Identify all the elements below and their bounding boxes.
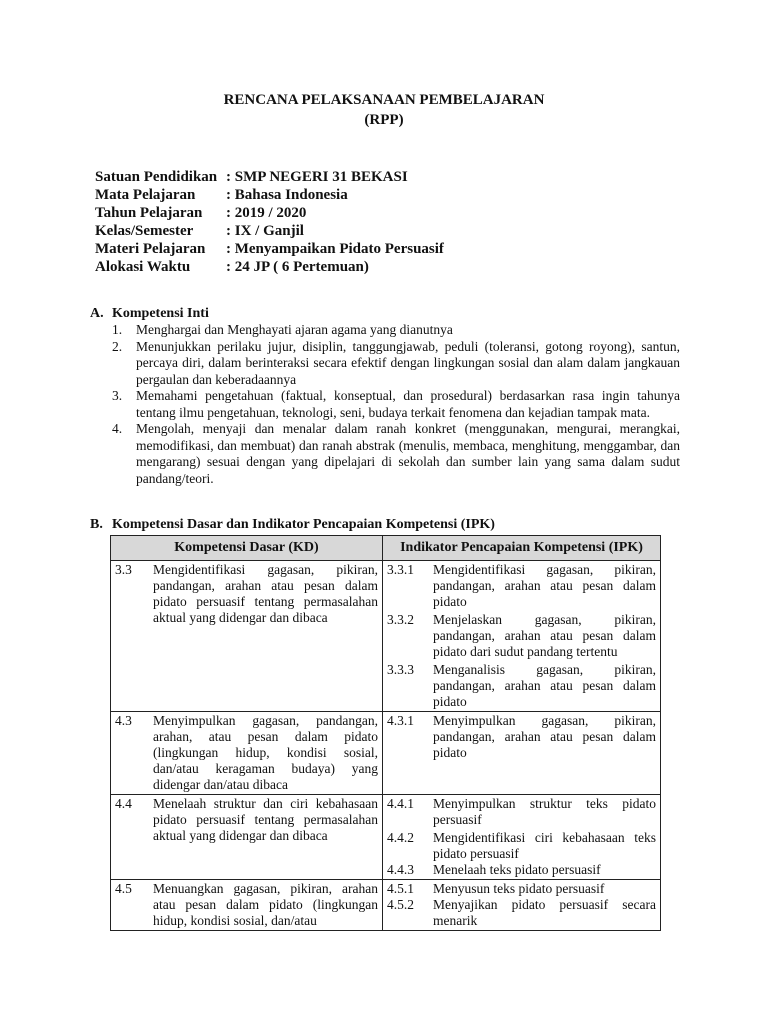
kd-ipk-table [110,535,661,931]
list-item [112,388,680,421]
info-value: : Menyampaikan Pidato Persuasif [226,241,444,257]
info-key: Mata Pelajaran [95,187,196,203]
kd-cell [111,880,383,931]
kompetensi-inti-list [112,322,680,487]
kd-code: 4.5 [115,881,132,896]
list-number: 3. [112,388,123,403]
doc-subtitle: (RPP) [364,112,404,128]
info-row-kelas [95,222,444,240]
identity-block [95,168,444,276]
ipk-code: 4.4.2 [387,830,414,845]
kd-text: Menuangkan gagasan, pikiran, arahan atau pesan dalam pidato (lingkungan hidup, kondisi sosial, dan/atau [153,881,378,928]
table-row [111,561,661,712]
ipk-text: Menyimpulkan struktur teks pidato persuasif [433,796,656,827]
info-value: : 2019 / 2020 [226,205,307,221]
ipk-item [387,562,656,610]
list-text: Mengolah, menyaji dan menalar dalam ranah konkret (menggunakan, mengurai, merangkai, memodifikasi, dan membuat) dan ranah abstrak (menulis, membaca, menghitung, menggambar, dan mengarang) sesuai dengan yang dipelajari di sekolah dan sumber lain yang sama dalam sudut pandang/teori. [136,421,680,486]
list-text: Menghargai dan Menghayati ajaran agama yang dianutnya [136,322,453,337]
ipk-code: 3.3.1 [387,562,414,577]
column-header-kd: Kompetensi Dasar (KD) [111,536,383,561]
info-value: : IX / Ganjil [226,223,304,239]
table-row [111,795,661,880]
ipk-item [387,713,656,761]
table-header-row [111,536,661,561]
list-number: 2. [112,338,123,354]
ipk-item [387,862,656,878]
section-title: Kompetensi Inti [112,306,209,321]
ipk-item [387,881,656,897]
kd-code: 3.3 [115,562,132,577]
kd-cell [111,561,383,712]
table-row [111,712,661,795]
ipk-text: Menelaah teks pidato persuasif [433,862,601,877]
table-row [111,880,661,931]
info-row-materi [95,240,444,258]
ipk-text: Menyimpulkan gagasan, pikiran, pandangan, arahan atau pesan dalam pidato [433,713,656,760]
ipk-code: 3.3.3 [387,662,414,677]
kd-cell [111,795,383,880]
ipk-cell [383,561,661,712]
column-header-ipk: Indikator Pencapaian Kompetensi (IPK) [383,536,661,561]
ipk-text: Menyajikan pidato persuasif secara menarik [433,897,656,928]
list-item [112,339,680,389]
list-item [112,421,680,487]
info-row-tahun [95,204,444,222]
ipk-text: Mengidentifikasi ciri kebahasaan teks pidato persuasif [433,830,656,861]
kd-text: Menelaah struktur dan ciri kebahasaan pidato persuasif tentang permasalahan aktual yang didengar dan dibaca [153,796,378,843]
ipk-item [387,612,656,660]
info-row-satuan [95,168,444,186]
info-key: Alokasi Waktu [95,259,191,275]
ipk-code: 4.4.1 [387,796,414,811]
ipk-text: Menyusun teks pidato persuasif [433,881,605,896]
list-number: 4. [112,421,123,436]
ipk-text: Mengidentifikasi gagasan, pikiran, pandangan, arahan atau pesan dalam pidato [433,562,656,609]
ipk-item [387,796,656,828]
info-value: : Bahasa Indonesia [226,187,348,203]
ipk-item [387,662,656,710]
section-letter: B. [90,517,103,532]
section-title: Kompetensi Dasar dan Indikator Pencapaian Kompetensi (IPK) [112,517,495,532]
section-b-heading [90,517,495,533]
list-number: 1. [112,322,123,337]
info-key: Kelas/Semester [95,223,194,239]
list-text: Menunjukkan perilaku jujur, disiplin, tanggungjawab, peduli (toleransi, gotong royong), santun, percaya diri, dalam berinteraksi secara efektif dengan lingkungan sosial dan alam dalam jangkauan pergaulan dan keberadaannya [136,338,680,387]
info-key: Materi Pelajaran [95,241,206,257]
list-text: Memahami pengetahuan (faktual, konseptual, dan prosedural) berdasarkan rasa ingin tahunya tentang ilmu pengetahuan, teknologi, seni, budaya terkait fenomena dan kejadian tampak mata. [136,388,680,420]
ipk-cell [383,880,661,931]
kd-text: Mengidentifikasi gagasan, pikiran, pandangan, arahan atau pesan dalam pidato persuasif tentang permasalahan aktual yang didengar dan dibaca [153,562,378,625]
ipk-code: 4.4.3 [387,862,414,877]
ipk-text: Menjelaskan gagasan, pikiran, pandangan, arahan atau pesan dalam pidato dari sudut pandang tertentu [433,612,656,659]
doc-title: RENCANA PELAKSANAAN PEMBELAJARAN [223,92,545,108]
ipk-item [387,897,656,929]
ipk-code: 4.5.2 [387,897,414,912]
list-item [112,322,680,339]
kd-code: 4.4 [115,796,132,811]
ipk-cell [383,795,661,880]
ipk-code: 3.3.2 [387,612,414,627]
kd-code: 4.3 [115,713,132,728]
kd-cell [111,712,383,795]
section-a-heading [90,306,209,322]
ipk-item [387,830,656,862]
ipk-cell [383,712,661,795]
info-key: Satuan Pendidikan [95,169,218,185]
info-row-alokasi [95,258,444,276]
ipk-code: 4.3.1 [387,713,414,728]
kd-text: Menyimpulkan gagasan, pandangan, arahan, atau pesan dalam pidato (lingkungan hidup, kondisi sosial, dan/atau keragaman budaya) yang didengar dan/atau dibaca [153,713,378,792]
info-key: Tahun Pelajaran [95,205,203,221]
info-value: : SMP NEGERI 31 BEKASI [226,169,408,185]
info-row-mapel [95,186,444,204]
section-letter: A. [90,306,104,321]
ipk-code: 4.5.1 [387,881,414,896]
info-value: : 24 JP ( 6 Pertemuan) [226,259,369,275]
ipk-text: Menganalisis gagasan, pikiran, pandangan, arahan atau pesan dalam pidato [433,662,656,709]
